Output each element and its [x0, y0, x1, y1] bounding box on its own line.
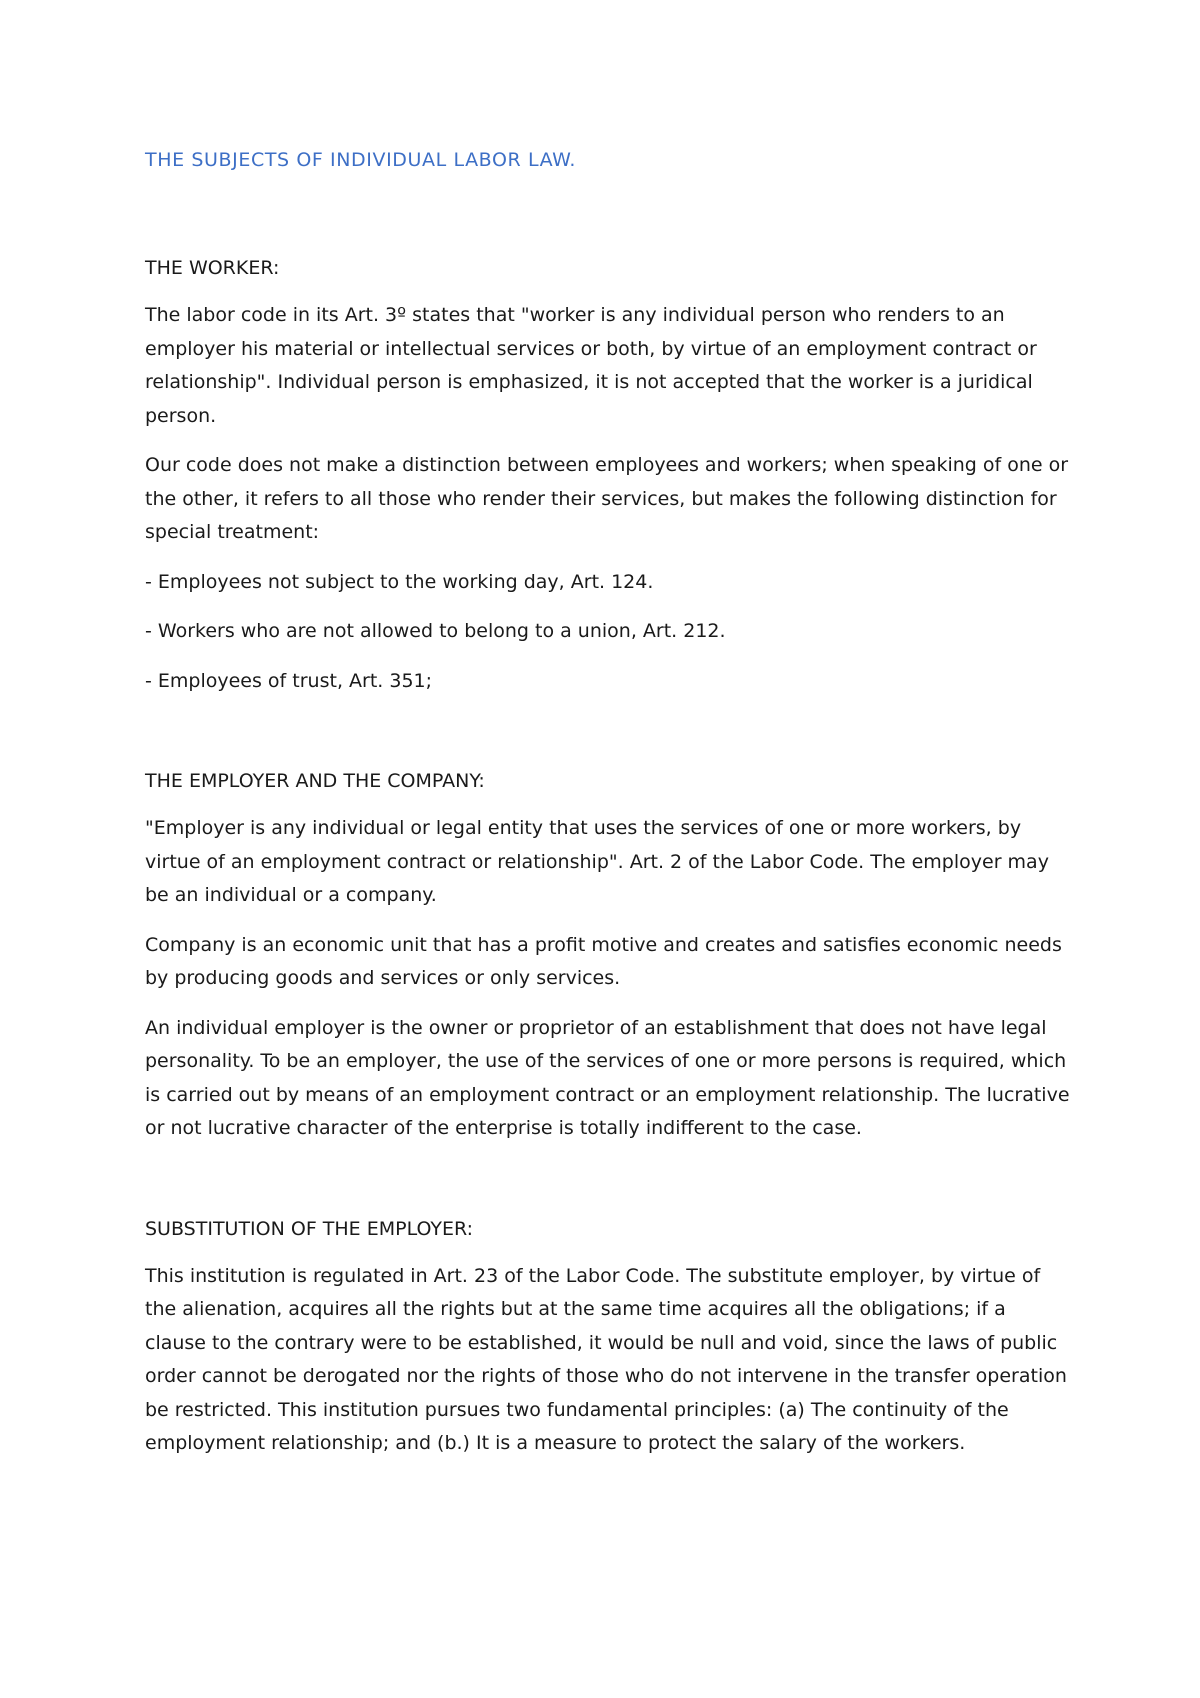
substitution-paragraph-1: This institution is regulated in Art. 23 of the Labor Code. The substitute employer, by virtue of the alienation, acquires all the rights but at the same time acquires all the obligations; if a clause to the contrary were to be established, it would be null and void, since the laws of public order cannot be derogated nor the rights of those who do not intervene in the transfer operation be restricted. This institution pursues two fundamental principles: (a) The continuity of the employment relationship; and (b.) It is a measure to protect the salary of the workers. [145, 1264, 1067, 1454]
section-worker [145, 251, 1070, 698]
document-title: THE SUBJECTS OF INDIVIDUAL LABOR LAW. [145, 149, 576, 171]
section-heading-substitution: SUBSTITUTION OF THE EMPLOYER: [145, 1217, 474, 1240]
document-page [145, 145, 1070, 1477]
worker-paragraph-1: The labor code in its Art. 3º states that "worker is any individual person who renders to an employer his material or intellectual services or both, by virtue of an employment contract or relationship". Individual person is emphasized, it is not accepted that the worker is a juridical person. [145, 304, 1037, 427]
section-spacer [145, 1162, 1070, 1212]
worker-paragraph-2: Our code does not make a distinction between employees and workers; when speaking of one or the other, it refers to all those who render their services, but makes the following distinction for special treatment: [145, 454, 1069, 543]
section-employer [145, 764, 1070, 1146]
list-item: - Workers who are not allowed to belong to a union, Art. 212. [145, 620, 726, 642]
section-substitution [145, 1212, 1070, 1461]
section-heading-employer: THE EMPLOYER AND THE COMPANY: [145, 770, 485, 792]
section-spacer [145, 714, 1070, 764]
employer-paragraph-3: An individual employer is the owner or proprietor of an establishment that does not have legal personality. To be an employer, the use of the services of one or more persons is required, which is carried out by means of an employment contract or an employment relationship. The lucrative or not lucrative character of the enterprise is totally indifferent to the case. [145, 1016, 1070, 1139]
employer-paragraph-1: "Employer is any individual or legal entity that uses the services of one or more workers, by virtue of an employment contract or relationship". Art. 2 of the Labor Code. The employer may be an individual or a company. [145, 817, 1049, 906]
list-item: - Employees of trust, Art. 351; [145, 669, 433, 692]
section-heading-worker: THE WORKER: [145, 257, 280, 279]
list-item: - Employees not subject to the working day, Art. 124. [145, 570, 654, 593]
employer-paragraph-2: Company is an economic unit that has a profit motive and creates and satisfies economic needs by producing goods and services or only services. [145, 933, 1062, 989]
